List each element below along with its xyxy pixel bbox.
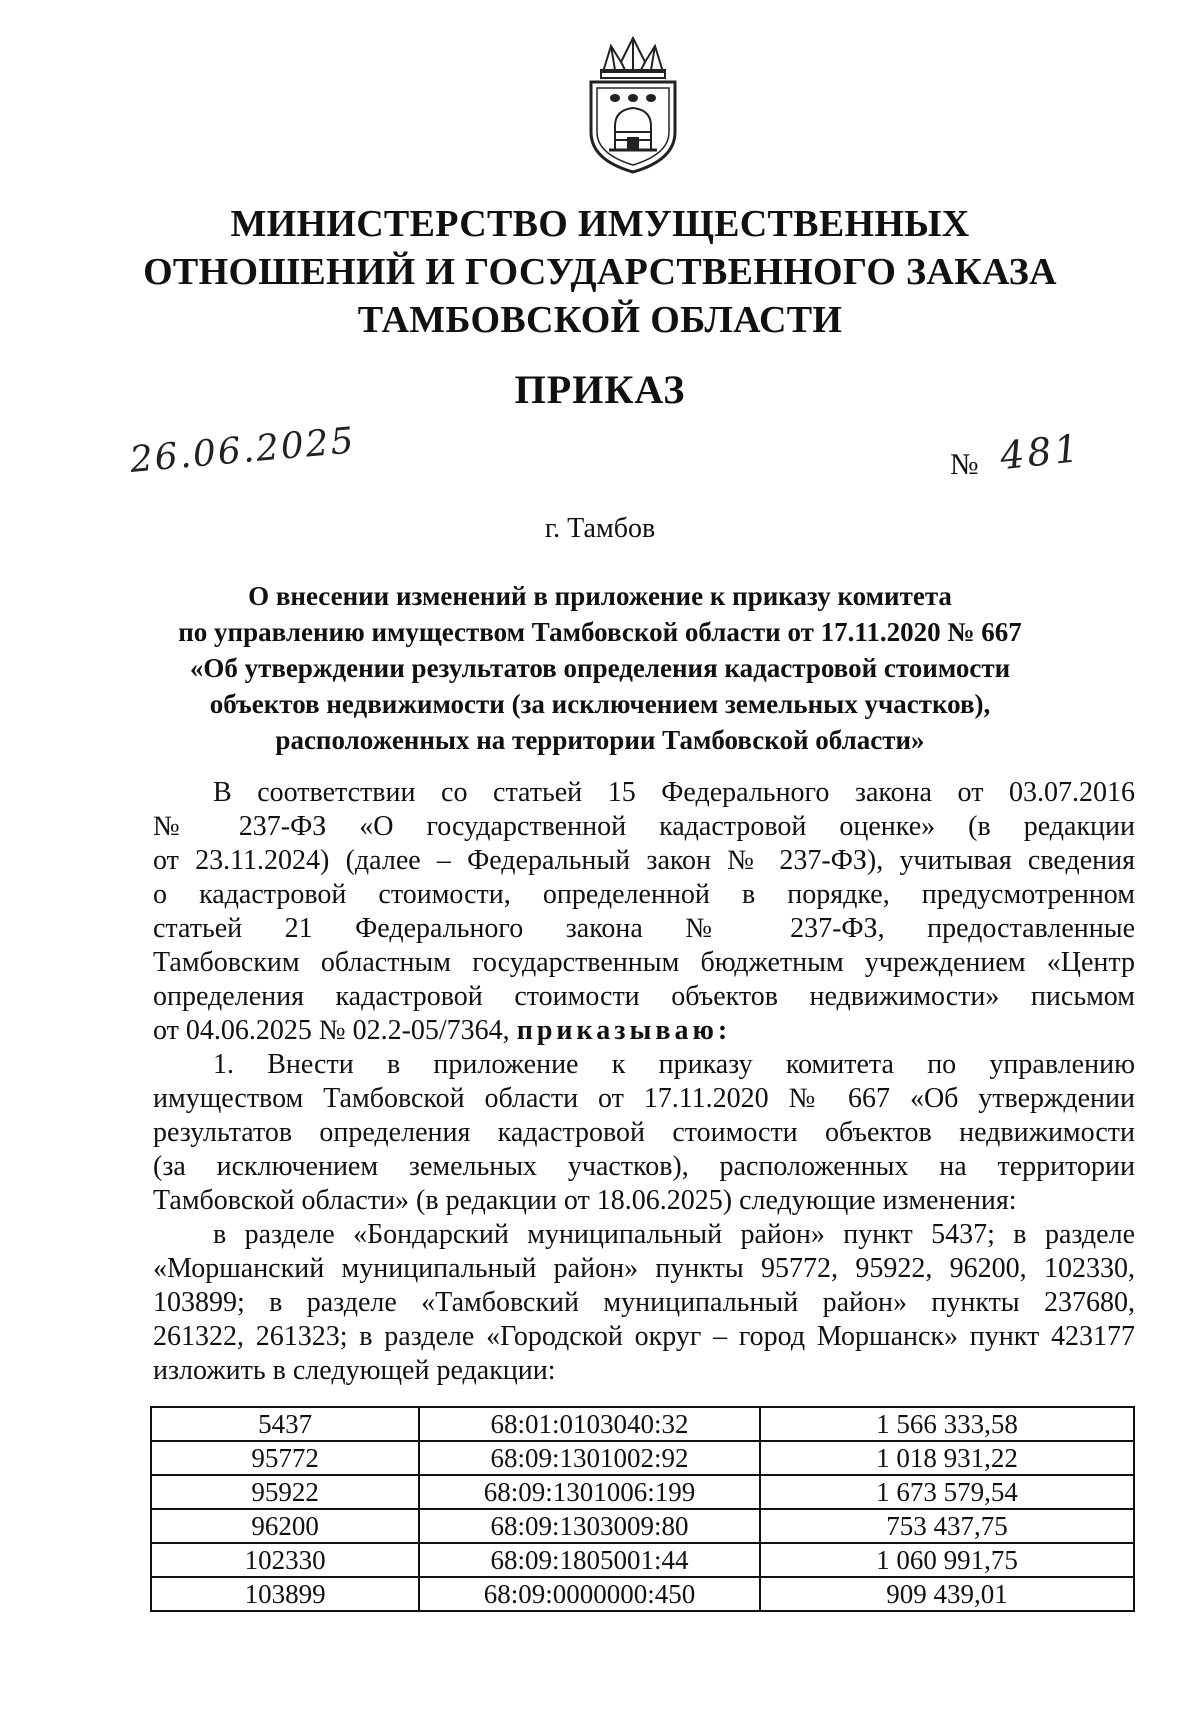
sections-paragraph <box>153 1218 1135 1388</box>
handwritten-number: 481 <box>997 425 1084 479</box>
item-1-line: имуществом Тамбовской области от 17.11.2020 № 667 «Об утверждении <box>153 1083 1135 1114</box>
preamble-paragraph <box>153 776 1135 1048</box>
item-number-cell: 5437 <box>151 1407 419 1441</box>
cadastral-value-cell: 1 566 333,58 <box>760 1407 1134 1441</box>
cadastral-number-cell: 68:01:0103040:32 <box>419 1407 760 1441</box>
sections-line: изложить в следующей редакции: <box>153 1355 556 1386</box>
preamble-line: № 237-ФЗ «О государственной кадастровой оценке» (в редакции <box>153 811 1135 842</box>
number-label: № <box>950 448 979 481</box>
subject-line: по управлению имуществом Тамбовской области от 17.11.2020 № 667 <box>178 617 1022 647</box>
city-line: г. Тамбов <box>544 513 656 544</box>
cadastral-value-cell: 753 437,75 <box>760 1509 1134 1543</box>
item-number-cell: 96200 <box>151 1509 419 1543</box>
order-subject <box>100 578 1100 758</box>
ministry-line: МИНИСТЕРСТВО ИМУЩЕСТВЕННЫХ <box>230 203 970 245</box>
sections-line: 261322, 261323; в разделе «Городской округ – город Моршанск» пункт 423177 <box>153 1321 1135 1352</box>
cadastral-number-cell: 68:09:1301006:199 <box>419 1475 760 1509</box>
subject-line: объектов недвижимости (за исключением земельных участков), <box>209 689 991 719</box>
item-1-line: 1. Внести в приложение к приказу комитета по управлению <box>213 1049 1135 1080</box>
cadastral-value-cell: 1 018 931,22 <box>760 1441 1134 1475</box>
preamble-line: Тамбовским областным государственным бюджетным учреждением «Центр <box>153 947 1135 978</box>
ministry-line: ОТНОШЕНИЙ И ГОСУДАРСТВЕННОГО ЗАКАЗА <box>143 251 1057 293</box>
item-1-line: Тамбовской области» (в редакции от 18.06.2025) следующие изменения: <box>153 1185 1017 1216</box>
ministry-line: ТАМБОВСКОЙ ОБЛАСТИ <box>357 299 843 341</box>
order-word: приказываю: <box>516 1015 732 1046</box>
subject-line: О внесении изменений в приложение к приказу комитета <box>248 581 952 611</box>
preamble-line: определения кадастровой стоимости объектов недвижимости» письмом <box>153 981 1135 1012</box>
sections-line: «Моршанский муниципальный район» пункты 95772, 95922, 96200, 102330, <box>153 1253 1135 1284</box>
subject-line: «Об утверждении результатов определения кадастровой стоимости <box>189 653 1011 683</box>
item-number-cell: 103899 <box>151 1577 419 1611</box>
table-row <box>151 1441 1134 1475</box>
preamble-line: от 23.11.2024) (далее – Федеральный закон № 237-ФЗ), учитывая сведения <box>153 845 1135 876</box>
preamble-line: о кадастровой стоимости, определенной в порядке, предусмотренном <box>153 879 1135 910</box>
table-row <box>151 1543 1134 1577</box>
preamble-last-text: от 04.06.2025 № 02.2-05/7364, <box>153 1015 510 1046</box>
preamble-line: статьей 21 Федерального закона № 237-ФЗ, предоставленные <box>153 913 1135 944</box>
preamble-line: В соответствии со статьей 15 Федерального закона от 03.07.2016 <box>213 777 1135 808</box>
sections-line: 103899; в разделе «Тамбовский муниципальный район» пункты 237680, <box>153 1287 1135 1318</box>
preamble-last-line <box>153 1014 1135 1048</box>
ministry-name <box>100 200 1100 344</box>
table-row <box>151 1407 1134 1441</box>
cadastral-number-cell: 68:09:0000000:450 <box>419 1577 760 1611</box>
cadastral-number-cell: 68:09:1805001:44 <box>419 1543 760 1577</box>
handwritten-date: 26.06.2025 <box>128 420 358 481</box>
item-number-cell: 95922 <box>151 1475 419 1509</box>
table-row <box>151 1475 1134 1509</box>
cadastral-value-cell: 1 673 579,54 <box>760 1475 1134 1509</box>
document-type-title: ПРИКАЗ <box>514 367 686 412</box>
table-row <box>151 1577 1134 1611</box>
cadastral-number-cell: 68:09:1303009:80 <box>419 1509 760 1543</box>
item-number-cell: 102330 <box>151 1543 419 1577</box>
cadastral-number-cell: 68:09:1301002:92 <box>419 1441 760 1475</box>
table-row <box>151 1509 1134 1543</box>
coat-of-arms-emblem <box>581 32 685 176</box>
cadastral-value-cell: 1 060 991,75 <box>760 1543 1134 1577</box>
cadastral-value-cell: 909 439,01 <box>760 1577 1134 1611</box>
item-1-line: результатов определения кадастровой стоимости объектов недвижимости <box>153 1117 1135 1148</box>
subject-line: расположенных на территории Тамбовской области» <box>275 725 925 755</box>
item-number-cell: 95772 <box>151 1441 419 1475</box>
cadastral-value-table <box>150 1406 1135 1612</box>
item-1-line: (за исключением земельных участков), расположенных на территории <box>153 1151 1135 1182</box>
item-1-paragraph <box>153 1048 1135 1218</box>
sections-line: в разделе «Бондарский муниципальный район» пункт 5437; в разделе <box>213 1219 1135 1250</box>
